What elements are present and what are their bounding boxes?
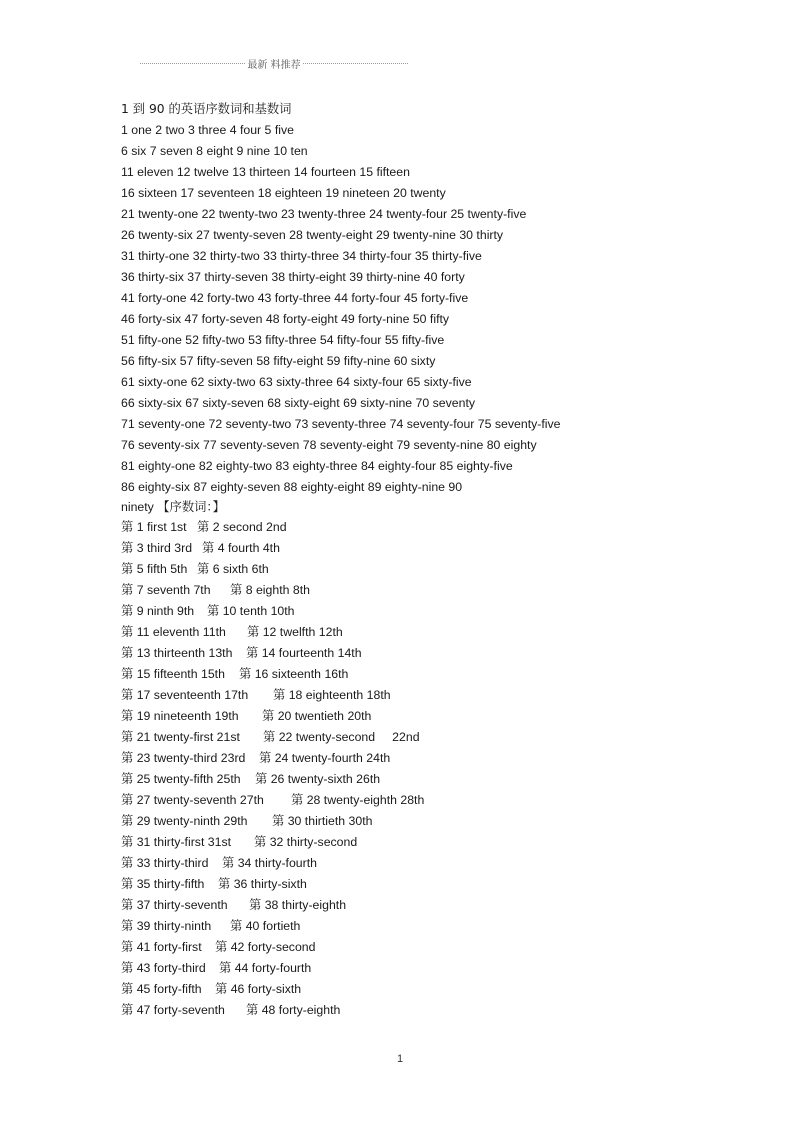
ordinal-entry: 第 23 twenty-third 23rd [121, 751, 246, 765]
page-header [140, 56, 408, 71]
ordinal-entry: 第 29 twenty-ninth 29th [121, 814, 248, 828]
ordinal-entry: 第 31 thirty-first 31st [121, 835, 232, 849]
ordinal-entry: 第 35 thirty-fifth [121, 877, 205, 891]
ordinal-entry: 第 34 thirty-fourth [222, 856, 317, 870]
ordinal-entry: 第 22 twenty-second 22nd [263, 730, 420, 744]
ordinal-entry: 第 46 forty-sixth [215, 982, 302, 996]
ordinal-entry: 第 9 ninth 9th [121, 604, 195, 618]
header-rule-right [303, 63, 408, 64]
ordinal-entry: 第 19 nineteenth 19th [121, 709, 239, 723]
ordinal-row [121, 748, 721, 769]
ordinal-row [121, 979, 721, 1000]
ordinal-entry: 第 32 thirty-second [254, 835, 358, 849]
ordinal-row [121, 664, 721, 685]
ordinal-entry: 第 12 twelfth 12th [247, 625, 343, 639]
ordinal-entry: 第 3 third 3rd [121, 541, 193, 555]
ordinal-entry: 第 43 forty-third [121, 961, 206, 975]
ordinal-row [121, 622, 721, 643]
cardinal-line: 86 eighty-six 87 eighty-seven 88 eighty-eight 89 eighty-nine 90 [121, 480, 463, 494]
ordinal-entry: 第 42 forty-second [215, 940, 316, 954]
cardinal-line: 21 twenty-one 22 twenty-two 23 twenty-three 24 twenty-four 25 twenty-five [121, 207, 527, 221]
cardinal-line: 81 eighty-one 82 eighty-two 83 eighty-three 84 eighty-four 85 eighty-five [121, 459, 513, 473]
ordinal-row [121, 580, 721, 601]
ordinal-row [121, 874, 721, 895]
cardinal-line: 16 sixteen 17 seventeen 18 eighteen 19 nineteen 20 twenty [121, 186, 446, 200]
cardinal-line: 41 forty-one 42 forty-two 43 forty-three 44 forty-four 45 forty-five [121, 291, 469, 305]
cardinal-line: 71 seventy-one 72 seventy-two 73 seventy-three 74 seventy-four 75 seventy-five [121, 417, 561, 431]
ordinal-entry: 第 5 fifth 5th [121, 562, 188, 576]
ordinal-entry: 第 21 twenty-first 21st [121, 730, 240, 744]
ordinal-entry: 第 26 twenty-sixth 26th [255, 772, 381, 786]
ordinal-entry: 第 16 sixteenth 16th [239, 667, 349, 681]
ordinal-entry: 第 38 thirty-eighth [249, 898, 347, 912]
cardinal-line: 46 forty-six 47 forty-seven 48 forty-eight 49 forty-nine 50 fifty [121, 312, 450, 326]
ordinal-entry: 第 28 twenty-eighth 28th [291, 793, 425, 807]
ordinal-entry: 第 27 twenty-seventh 27th [121, 793, 264, 807]
ordinal-row [121, 559, 721, 580]
cardinal-line: 66 sixty-six 67 sixty-seven 68 sixty-eight 69 sixty-nine 70 seventy [121, 396, 476, 410]
document-body [121, 99, 721, 1021]
ordinal-row [121, 895, 721, 916]
cardinal-line: 11 eleven 12 twelve 13 thirteen 14 fourteen 15 fifteen [121, 165, 410, 179]
ordinal-entry: 第 1 first 1st [121, 520, 187, 534]
ordinal-row [121, 601, 721, 622]
ordinal-entry: 第 48 forty-eighth [246, 1003, 341, 1017]
ordinal-entry: 第 24 twenty-fourth 24th [259, 751, 391, 765]
ordinal-row [121, 832, 721, 853]
ordinal-entry: 第 15 fifteenth 15th [121, 667, 225, 681]
ordinal-entry: 第 20 twentieth 20th [262, 709, 372, 723]
ordinal-entry: 第 41 forty-first [121, 940, 202, 954]
cardinal-line: 61 sixty-one 62 sixty-two 63 sixty-three 64 sixty-four 65 sixty-five [121, 375, 472, 389]
ordinal-row [121, 916, 721, 937]
cardinal-line: 76 seventy-six 77 seventy-seven 78 seventy-eight 79 seventy-nine 80 eighty [121, 438, 537, 452]
cardinal-line: 31 thirty-one 32 thirty-two 33 thirty-three 34 thirty-four 35 thirty-five [121, 249, 482, 263]
ordinal-entry: 第 36 thirty-sixth [218, 877, 307, 891]
ordinal-row [121, 538, 721, 559]
page-number: 1 [396, 1053, 404, 1065]
ordinal-entry: 第 2 second 2nd [197, 520, 287, 534]
header-text: 最新 料推荐 [247, 60, 301, 71]
ordinal-entry: 第 18 eighteenth 18th [273, 688, 391, 702]
cardinal-line: 51 fifty-one 52 fifty-two 53 fifty-three 54 fifty-four 55 fifty-five [121, 333, 445, 347]
ordinal-entry: 第 10 tenth 10th [207, 604, 295, 618]
ordinal-entry: 第 11 eleventh 11th [121, 625, 226, 639]
ordinal-entry: 第 33 thirty-third [121, 856, 209, 870]
ordinal-row [121, 769, 721, 790]
ordinal-entry: 第 4 fourth 4th [202, 541, 280, 555]
ordinal-entry: 第 6 sixth 6th [197, 562, 269, 576]
ordinal-entry: 第 30 thirtieth 30th [272, 814, 373, 828]
cardinal-list [121, 120, 721, 517]
ordinal-entry: 第 8 eighth 8th [230, 583, 310, 597]
ordinal-row [121, 517, 721, 538]
document-title: 1 到 90 的英语序数词和基数词 [121, 102, 292, 116]
cardinal-line: 36 thirty-six 37 thirty-seven 38 thirty-eight 39 thirty-nine 40 forty [121, 270, 465, 284]
ordinal-row [121, 685, 721, 706]
ordinal-entry: 第 44 forty-fourth [219, 961, 312, 975]
ordinal-entry: 第 37 thirty-seventh [121, 898, 228, 912]
ordinal-entry: 第 14 fourteenth 14th [246, 646, 362, 660]
ordinal-entry: 第 45 forty-fifth [121, 982, 202, 996]
ordinal-entry: 第 47 forty-seventh [121, 1003, 225, 1017]
cardinal-line: 56 fifty-six 57 fifty-seven 58 fifty-eight 59 fifty-nine 60 sixty [121, 354, 436, 368]
ordinal-entry: 第 7 seventh 7th [121, 583, 211, 597]
ordinal-row [121, 790, 721, 811]
ordinal-row [121, 727, 721, 748]
ordinal-entry: 第 39 thirty-ninth [121, 919, 212, 933]
ordinal-entry: 第 40 fortieth [230, 919, 301, 933]
ordinal-row [121, 643, 721, 664]
ordinal-row [121, 811, 721, 832]
cardinal-line-ordinal-heading: ninety 【序数词：】 [121, 500, 225, 514]
ordinal-row [121, 937, 721, 958]
ordinal-row [121, 1000, 721, 1021]
ordinal-row [121, 958, 721, 979]
cardinal-line: 6 six 7 seven 8 eight 9 nine 10 ten [121, 144, 308, 158]
ordinal-entry: 第 13 thirteenth 13th [121, 646, 233, 660]
cardinal-line: 26 twenty-six 27 twenty-seven 28 twenty-eight 29 twenty-nine 30 thirty [121, 228, 504, 242]
ordinal-row [121, 706, 721, 727]
header-rule-left [140, 63, 245, 64]
ordinal-entry: 第 17 seventeenth 17th [121, 688, 249, 702]
ordinal-entry: 第 25 twenty-fifth 25th [121, 772, 241, 786]
cardinal-line: 1 one 2 two 3 three 4 four 5 five [121, 123, 294, 137]
ordinal-row [121, 853, 721, 874]
ordinal-list [121, 517, 721, 1021]
